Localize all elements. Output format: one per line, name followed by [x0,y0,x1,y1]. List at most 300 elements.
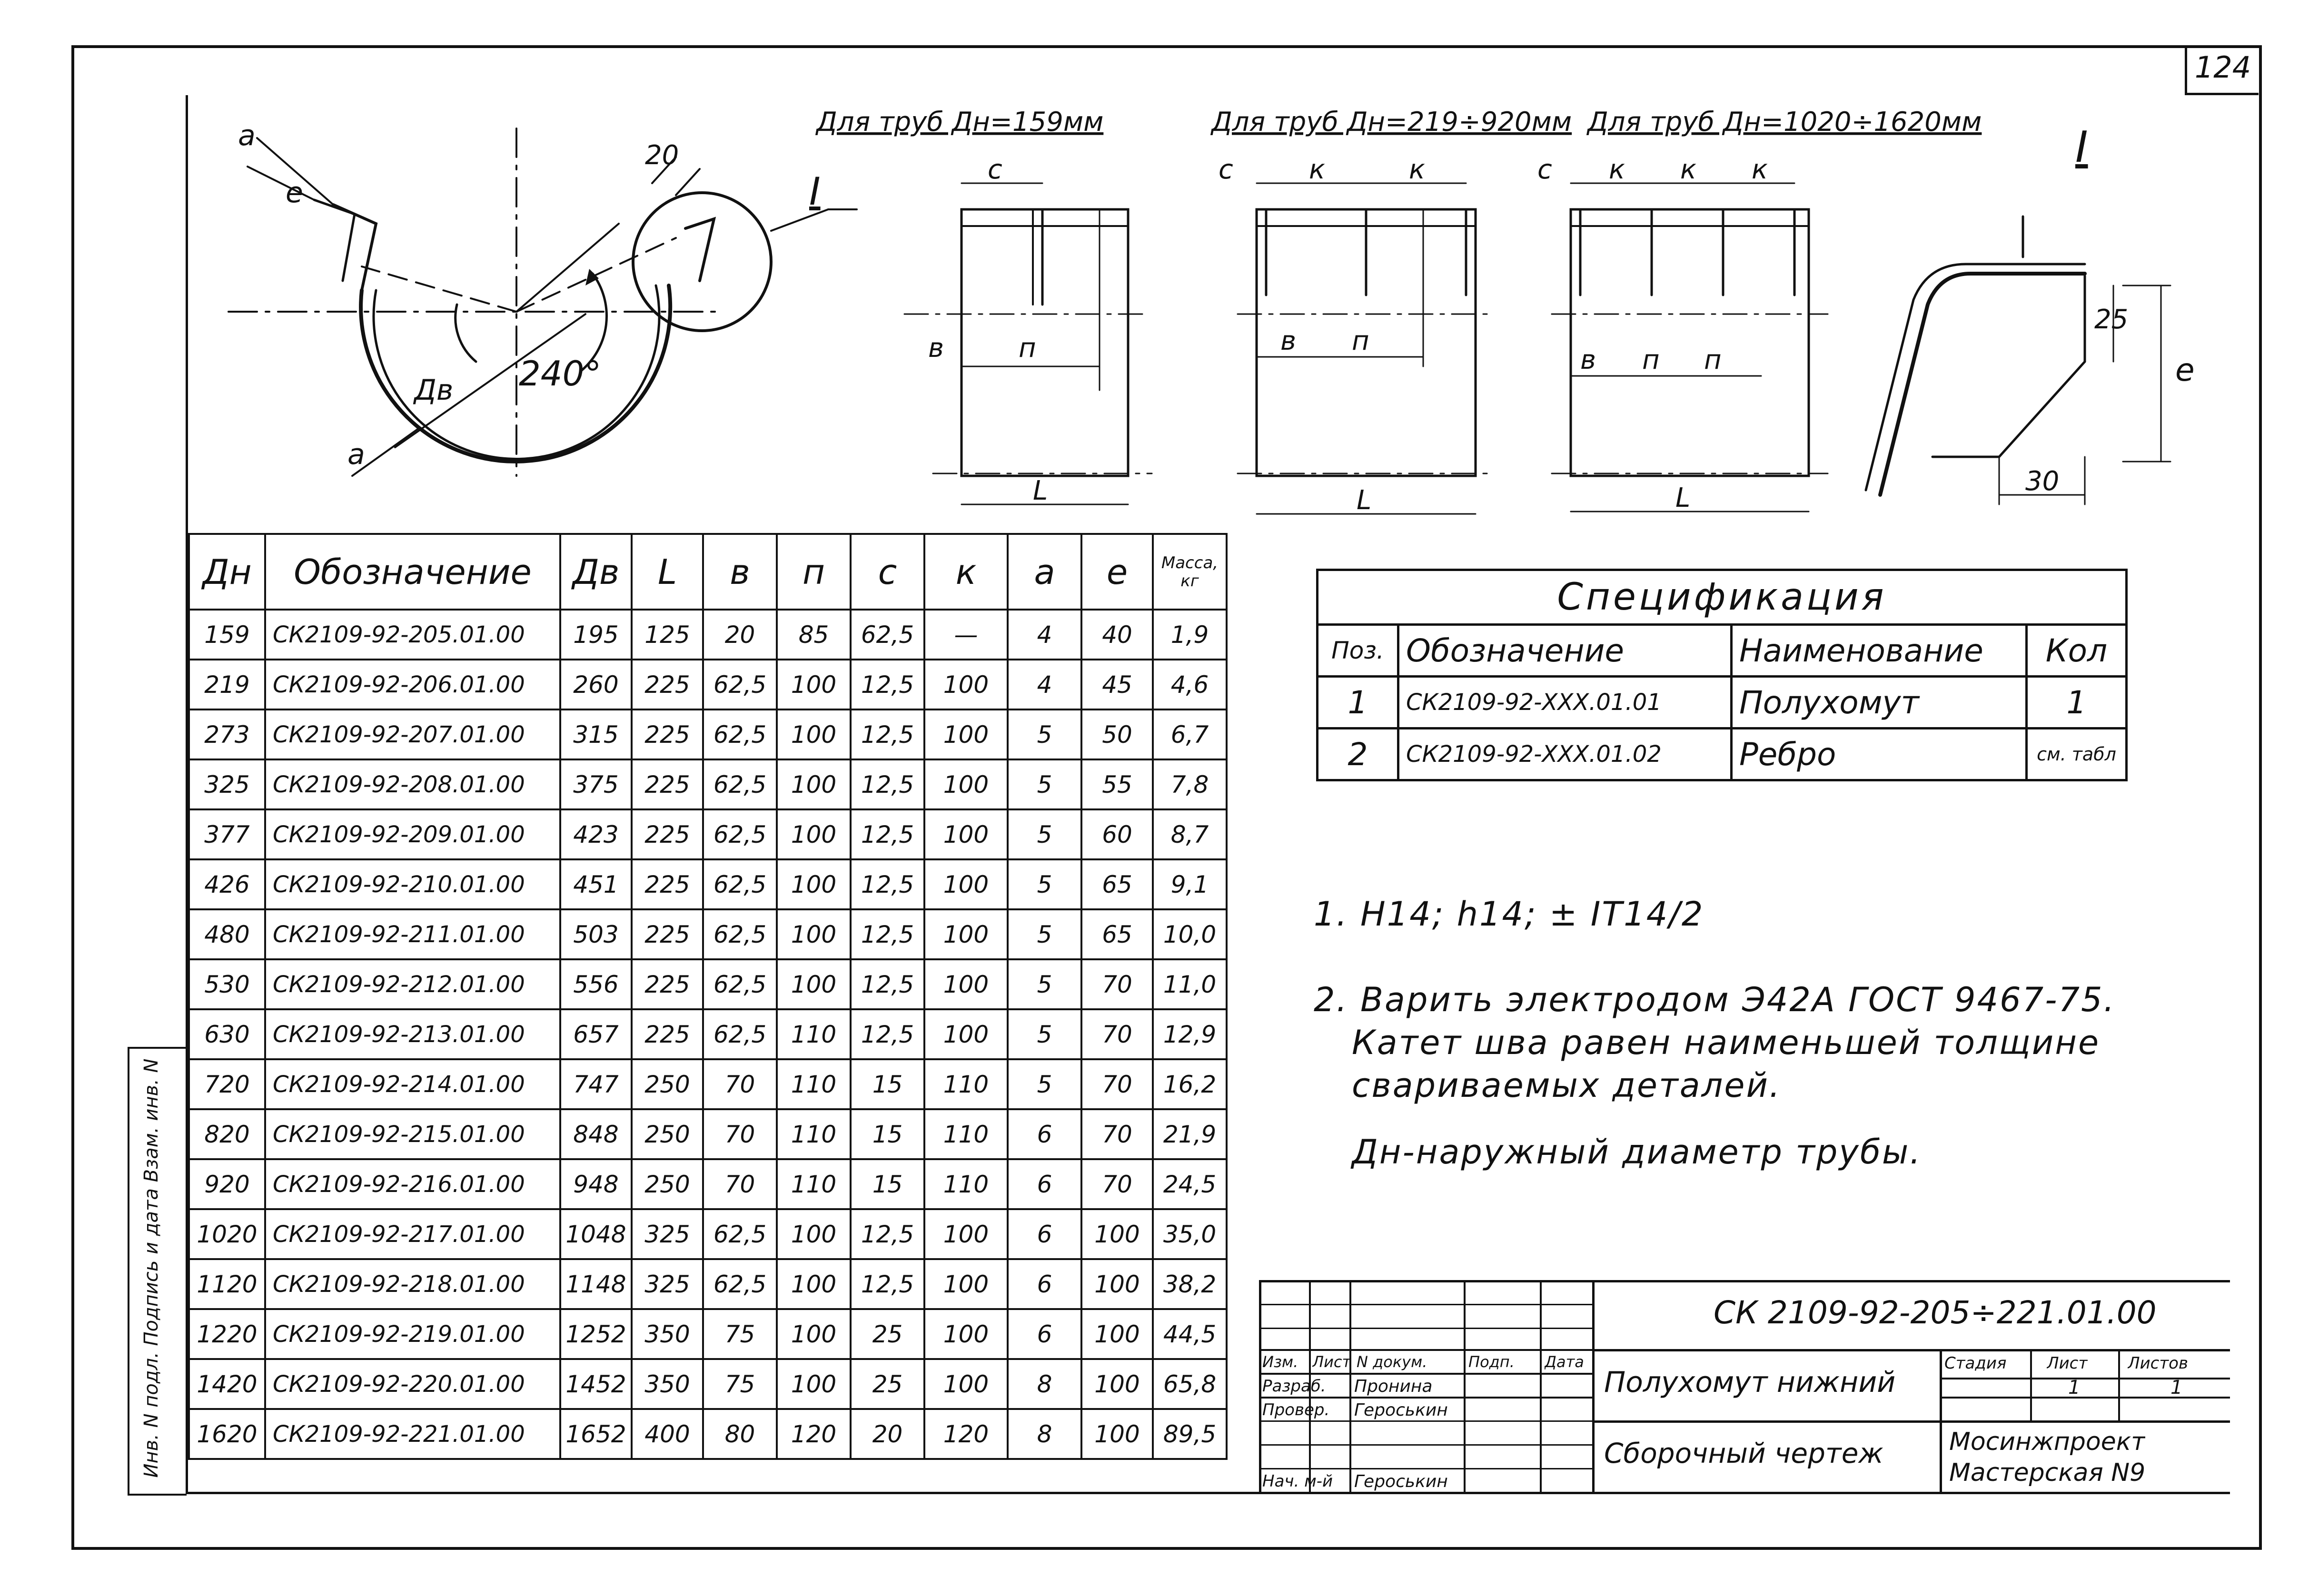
tb-subtitle: Сборочный чертеж [1604,1437,1883,1469]
tb-person-checker: Героськин [1354,1400,1448,1420]
cell-e: 40 [1081,610,1153,660]
cell-e: 70 [1081,1059,1153,1109]
size-table-row [189,660,1227,709]
size-table-row [189,959,1227,1009]
cell-dn: 920 [189,1159,265,1209]
cell-mass: 44,5 [1153,1309,1227,1359]
dim-a-bottom: а [347,438,365,471]
cell-a: 6 [1008,1209,1081,1259]
cell-l: 225 [632,1009,703,1059]
cell-mass: 7,8 [1153,759,1227,809]
header-designation: Обозначение [265,534,560,610]
cell-designation: СК2109-92-212.01.00 [265,959,560,1009]
cell-dv: 375 [560,759,632,809]
cell-e: 70 [1081,1109,1153,1159]
size-table-row [189,1159,1227,1209]
cell-k: 110 [924,1159,1008,1209]
view-label-219: Для труб Дн=219÷920мм [1211,107,1572,138]
dim-k-219b: к [1409,154,1425,185]
cell-l: 325 [632,1259,703,1309]
spec-header-name: Наименование [1732,625,2027,677]
cell-mass: 4,6 [1153,660,1227,709]
cell-mass: 10,0 [1153,909,1227,959]
cell-k: 100 [924,1259,1008,1309]
spec-pos: 2 [1318,729,1398,780]
cell-e: 50 [1081,709,1153,759]
size-table [188,533,1228,1460]
cell-mass: 89,5 [1153,1409,1227,1459]
cell-e: 60 [1081,809,1153,859]
dim-c-159: с [988,154,1002,185]
header-dn: Дн [189,534,265,610]
spec-header-row [1318,625,2127,677]
cell-n: 100 [777,859,851,909]
spec-qty: 1 [2027,677,2127,729]
cell-e: 65 [1081,909,1153,959]
cell-c: 12,5 [851,1259,924,1309]
cell-v: 62,5 [703,959,777,1009]
cell-dn: 530 [189,959,265,1009]
cell-n: 110 [777,1109,851,1159]
cell-dn: 159 [189,610,265,660]
cell-l: 225 [632,759,703,809]
cell-v: 62,5 [703,809,777,859]
dim-e: е [286,176,303,209]
cell-designation: СК2109-92-205.01.00 [265,610,560,660]
cell-n: 100 [777,1309,851,1359]
cell-dv: 423 [560,809,632,859]
dim-dv: Дв [414,374,454,407]
dim-n-1020a: п [1642,345,1660,375]
tb-role-developer: Разраб. [1262,1377,1326,1396]
cell-k: 100 [924,1359,1008,1409]
cell-dv: 948 [560,1159,632,1209]
cell-a: 5 [1008,709,1081,759]
cell-l: 225 [632,709,703,759]
cell-mass: 16,2 [1153,1059,1227,1109]
cell-a: 5 [1008,1059,1081,1109]
size-table-row [189,1009,1227,1059]
spec-pos: 1 [1318,677,1398,729]
cell-dv: 1452 [560,1359,632,1409]
dim-c-219: с [1219,154,1233,185]
view-label-159: Для труб Дн=159мм [816,107,1104,138]
cell-n: 100 [777,809,851,859]
cell-dn: 720 [189,1059,265,1109]
cell-dn: 325 [189,759,265,809]
tb-col-izm: Изм. [1262,1353,1298,1371]
cell-l: 225 [632,660,703,709]
cell-c: 12,5 [851,859,924,909]
tb-col-list: Лист [1312,1353,1351,1371]
cell-e: 70 [1081,959,1153,1009]
cell-mass: 24,5 [1153,1159,1227,1209]
dim-n-219: п [1352,325,1369,356]
tb-name: Полухомут нижний [1604,1366,1896,1399]
cell-k: 100 [924,859,1008,909]
tb-left-line [1259,1280,1261,1492]
cell-dv: 503 [560,909,632,959]
cell-designation: СК2109-92-210.01.00 [265,859,560,909]
spec-title: Спецификация [1318,570,2127,625]
cell-dv: 260 [560,660,632,709]
cell-c: 12,5 [851,660,924,709]
size-table-row [189,1059,1227,1109]
size-table-body [189,610,1227,1459]
tb-sheets-value: 1 [2170,1377,2183,1399]
cell-dv: 1652 [560,1409,632,1459]
cell-v: 70 [703,1059,777,1109]
cell-a: 6 [1008,1309,1081,1359]
cell-e: 70 [1081,1009,1153,1059]
cell-a: 5 [1008,909,1081,959]
cell-v: 62,5 [703,909,777,959]
dim-k-1020a: к [1609,154,1625,185]
cell-a: 4 [1008,660,1081,709]
note-diameter: Дн-наружный диаметр трубы. [1352,1133,1922,1172]
cell-v: 70 [703,1159,777,1209]
cell-e: 100 [1081,1259,1153,1309]
detail-view-I [1866,217,2170,504]
sheet-number: 124 [2194,50,2251,85]
cell-k: 100 [924,1009,1008,1059]
cell-k: 100 [924,660,1008,709]
cell-mass: 21,9 [1153,1109,1227,1159]
cell-dv: 848 [560,1109,632,1159]
cell-designation: СК2109-92-216.01.00 [265,1159,560,1209]
cell-c: 12,5 [851,759,924,809]
header-c: с [851,534,924,610]
cell-n: 85 [777,610,851,660]
cell-a: 4 [1008,610,1081,660]
cell-l: 250 [632,1159,703,1209]
cell-mass: 12,9 [1153,1009,1227,1059]
tb-org-line1: Мосинжпроект [1949,1428,2146,1456]
cell-k: 110 [924,1059,1008,1109]
cell-mass: 65,8 [1153,1359,1227,1409]
cell-k: 100 [924,959,1008,1009]
cell-designation: СК2109-92-214.01.00 [265,1059,560,1109]
tb-top-line [1259,1280,2230,1282]
cell-k: 100 [924,709,1008,759]
detail-mark-top: I [2075,122,2088,172]
cell-dn: 219 [189,660,265,709]
cell-a: 8 [1008,1409,1081,1459]
spec-name: Ребро [1732,729,2027,780]
cell-v: 20 [703,610,777,660]
cell-designation: СК2109-92-221.01.00 [265,1409,560,1459]
cell-dn: 480 [189,909,265,959]
note-tolerances: 1. Н14; h14; ± IT14/2 [1314,895,1704,934]
cell-dn: 426 [189,859,265,909]
cell-n: 100 [777,909,851,959]
cell-v: 62,5 [703,709,777,759]
cell-dv: 1048 [560,1209,632,1259]
cell-c: 25 [851,1359,924,1409]
dim-k-1020b: к [1680,154,1696,185]
cell-e: 100 [1081,1209,1153,1259]
dim-l-1020: L [1675,483,1691,513]
cell-mass: 8,7 [1153,809,1227,859]
size-table-row [189,709,1227,759]
tb-role-checker: Провер. [1262,1400,1330,1419]
cell-designation: СК2109-92-213.01.00 [265,1009,560,1059]
cell-c: 20 [851,1409,924,1459]
cell-a: 5 [1008,759,1081,809]
spec-row [1318,677,2127,729]
cell-a: 5 [1008,859,1081,909]
specification-table [1316,569,2128,781]
dim-v-219: в [1280,325,1297,356]
dim-n-159: п [1019,333,1036,364]
cell-dv: 315 [560,709,632,759]
spec-header-qty: Кол [2027,625,2127,677]
cell-n: 100 [777,959,851,1009]
cell-v: 80 [703,1409,777,1459]
dim-c-1020: с [1537,154,1552,185]
cell-dn: 377 [189,809,265,859]
cell-k: 100 [924,1309,1008,1359]
cell-v: 75 [703,1359,777,1409]
view-label-1020: Для труб Дн=1020÷1620мм [1587,107,1982,138]
cell-mass: 11,0 [1153,959,1227,1009]
size-table-row [189,1109,1227,1159]
header-a: а [1008,534,1081,610]
cell-dn: 1220 [189,1309,265,1359]
cell-dv: 556 [560,959,632,1009]
spec-row [1318,729,2127,780]
cell-dn: 630 [189,1009,265,1059]
cell-v: 70 [703,1109,777,1159]
cell-n: 100 [777,1259,851,1309]
cell-dn: 1120 [189,1259,265,1309]
cell-k: 110 [924,1109,1008,1159]
spec-title-row [1318,570,2127,625]
cell-l: 325 [632,1209,703,1259]
cell-dv: 657 [560,1009,632,1059]
note-welding-line3: свариваемых деталей. [1352,1066,1782,1105]
cell-dv: 1148 [560,1259,632,1309]
tb-sheet-value: 1 [2068,1377,2081,1399]
note-welding-line1: 2. Варить электродом Э42А ГОСТ 9467-75. [1314,980,2116,1019]
cell-n: 100 [777,660,851,709]
cell-dv: 195 [560,610,632,660]
cell-dn: 1020 [189,1209,265,1259]
cell-n: 100 [777,759,851,809]
side-stamp-text: Инв. N подл. Подпись и дата Взам. инв. N [140,1058,162,1478]
tb-col-data: Дата [1545,1353,1584,1371]
dim-k-219a: к [1309,154,1325,185]
cell-dv: 451 [560,859,632,909]
cell-c: 12,5 [851,709,924,759]
header-e: е [1081,534,1153,610]
cell-n: 100 [777,1359,851,1409]
cell-mass: 35,0 [1153,1209,1227,1259]
header-mass: Масса, кг [1153,534,1227,610]
cell-n: 110 [777,1009,851,1059]
cell-dn: 1620 [189,1409,265,1459]
cell-c: 12,5 [851,909,924,959]
cell-c: 12,5 [851,809,924,859]
cell-c: 15 [851,1159,924,1209]
cell-k: — [924,610,1008,660]
dim-a-top: а [238,119,256,152]
detail-mark-left: I [809,169,821,214]
tb-sheets-label: Листов [2128,1354,2189,1373]
header-l: L [632,534,703,610]
tb-stage-label: Стадия [1944,1354,2007,1373]
tb-person-head: Героськин [1354,1472,1448,1491]
cell-c: 12,5 [851,1209,924,1259]
tb-sheet-label: Лист [2047,1354,2088,1373]
size-table-row [189,1409,1227,1459]
cell-l: 225 [632,809,703,859]
cell-e: 100 [1081,1409,1153,1459]
dim-20: 20 [645,140,679,171]
cell-v: 62,5 [703,759,777,809]
cell-e: 55 [1081,759,1153,809]
cell-a: 6 [1008,1109,1081,1159]
cell-v: 62,5 [703,1259,777,1309]
cell-c: 15 [851,1059,924,1109]
cell-k: 120 [924,1409,1008,1459]
size-table-row [189,1309,1227,1359]
spec-name: Полухомут [1732,677,2027,729]
cell-v: 62,5 [703,1209,777,1259]
cell-n: 120 [777,1409,851,1459]
cell-k: 100 [924,809,1008,859]
cell-mass: 1,9 [1153,610,1227,660]
cell-designation: СК2109-92-218.01.00 [265,1259,560,1309]
tb-col-ndok: N докум. [1357,1353,1427,1371]
dim-30: 30 [2025,466,2060,497]
cell-c: 12,5 [851,1009,924,1059]
cell-dn: 1420 [189,1359,265,1409]
spec-header-designation: Обозначение [1398,625,1732,677]
cell-l: 225 [632,959,703,1009]
cell-dv: 747 [560,1059,632,1109]
cell-n: 110 [777,1059,851,1109]
cell-designation: СК2109-92-211.01.00 [265,909,560,959]
dim-e-detail: е [2175,352,2195,388]
cell-k: 100 [924,909,1008,959]
cell-c: 62,5 [851,610,924,660]
size-table-row [189,909,1227,959]
cell-e: 100 [1081,1309,1153,1359]
spec-header-pos: Поз. [1318,625,1398,677]
dim-k-1020c: к [1752,154,1768,185]
cell-l: 125 [632,610,703,660]
drawing-views [0,0,2299,533]
dim-l-159: L [1033,475,1048,506]
dim-25: 25 [2094,304,2129,335]
size-table-row [189,809,1227,859]
cell-designation: СК2109-92-215.01.00 [265,1109,560,1159]
cell-k: 100 [924,1209,1008,1259]
cell-l: 250 [632,1109,703,1159]
dim-v-1020: в [1580,345,1596,375]
dim-l-219: L [1357,485,1372,516]
cell-v: 62,5 [703,1009,777,1059]
dim-v-159: в [928,333,944,364]
cell-designation: СК2109-92-208.01.00 [265,759,560,809]
cell-dn: 273 [189,709,265,759]
cell-n: 110 [777,1159,851,1209]
tb-col-podp: Подп. [1468,1353,1515,1371]
cell-e: 100 [1081,1359,1153,1409]
cell-n: 100 [777,709,851,759]
tb-person-developer: Пронина [1354,1377,1433,1396]
angle-label: 240° [519,354,602,394]
tb-role-head: Нач. м-й [1262,1472,1333,1491]
cell-a: 6 [1008,1259,1081,1309]
cell-e: 65 [1081,859,1153,909]
header-k: к [924,534,1008,610]
cell-designation: СК2109-92-206.01.00 [265,660,560,709]
header-v: в [703,534,777,610]
size-table-header [189,534,1227,610]
cell-l: 400 [632,1409,703,1459]
cell-e: 45 [1081,660,1153,709]
cell-designation: СК2109-92-220.01.00 [265,1359,560,1409]
size-table-row [189,1359,1227,1409]
size-table-row [189,610,1227,660]
tb-org-line2: Мастерская N9 [1949,1458,2146,1487]
cell-c: 25 [851,1309,924,1359]
tb-code: СК 2109-92-205÷221.01.00 [1714,1294,2157,1331]
cell-v: 62,5 [703,660,777,709]
cell-designation: СК2109-92-219.01.00 [265,1309,560,1359]
cell-c: 12,5 [851,959,924,1009]
cell-l: 225 [632,909,703,959]
cell-n: 100 [777,1209,851,1259]
note-welding-line2: Катет шва равен наименьшей толщине [1352,1023,2101,1062]
cell-designation: СК2109-92-207.01.00 [265,709,560,759]
header-dv: Дв [560,534,632,610]
spec-designation: СК2109-92-ХХХ.01.02 [1398,729,1732,780]
spec-designation: СК2109-92-ХХХ.01.01 [1398,677,1732,729]
cell-a: 5 [1008,1009,1081,1059]
cell-mass: 9,1 [1153,859,1227,909]
size-table-row [189,759,1227,809]
dim-n-1020b: п [1704,345,1722,375]
spec-qty: см. табл [2027,729,2127,780]
size-table-row [189,859,1227,909]
size-table-row [189,1259,1227,1309]
cell-a: 8 [1008,1359,1081,1409]
cell-v: 62,5 [703,859,777,909]
cell-l: 225 [632,859,703,909]
cell-mass: 6,7 [1153,709,1227,759]
cell-a: 6 [1008,1159,1081,1209]
cell-c: 15 [851,1109,924,1159]
cell-mass: 38,2 [1153,1259,1227,1309]
cell-designation: СК2109-92-217.01.00 [265,1209,560,1259]
cell-k: 100 [924,759,1008,809]
cell-e: 70 [1081,1159,1153,1209]
cell-a: 5 [1008,959,1081,1009]
cell-dv: 1252 [560,1309,632,1359]
cell-l: 350 [632,1309,703,1359]
cell-l: 250 [632,1059,703,1109]
cell-v: 75 [703,1309,777,1359]
cell-designation: СК2109-92-209.01.00 [265,809,560,859]
header-n: п [777,534,851,610]
cell-a: 5 [1008,809,1081,859]
cell-dn: 820 [189,1109,265,1159]
cell-l: 350 [632,1359,703,1409]
size-table-row [189,1209,1227,1259]
